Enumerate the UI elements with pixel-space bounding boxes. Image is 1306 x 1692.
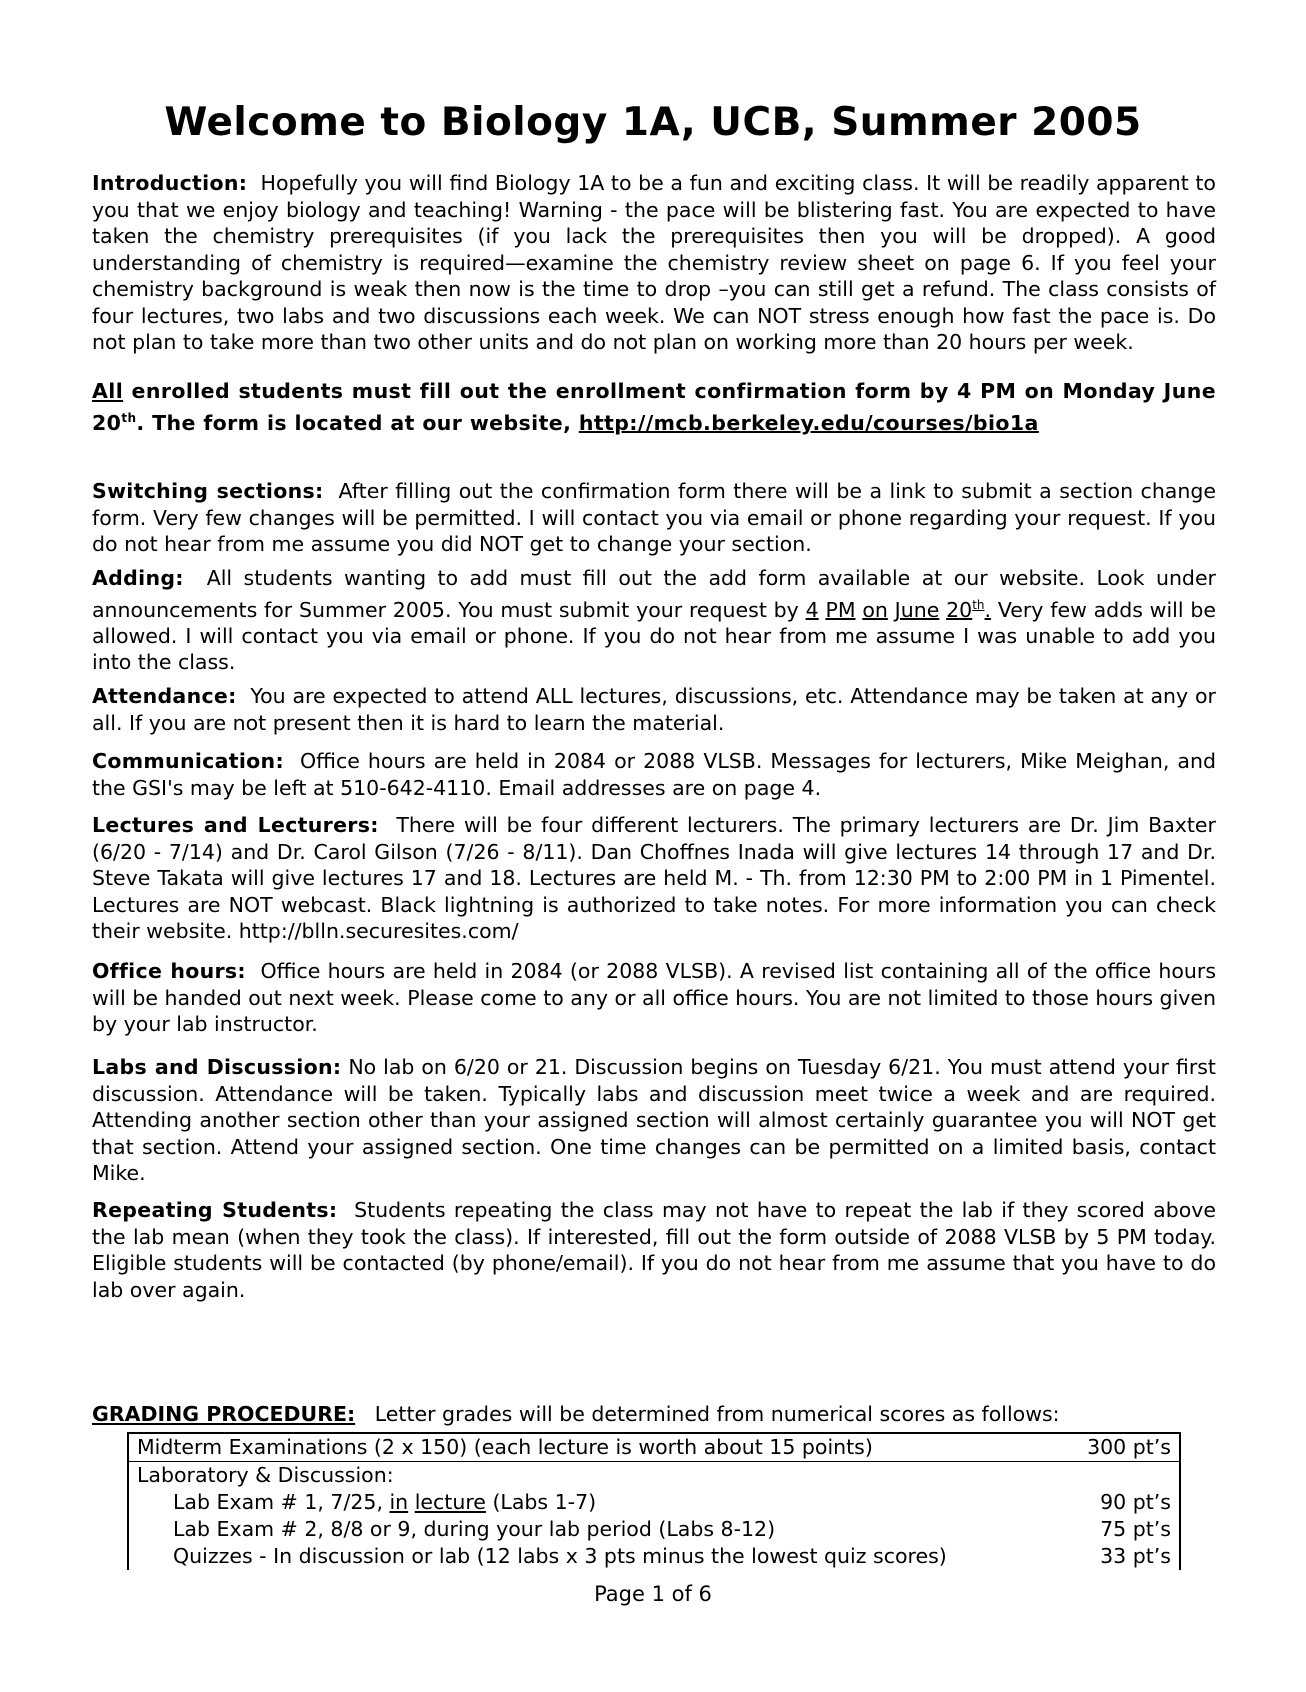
lectures-paragraph bbox=[92, 812, 1216, 945]
grading-heading: GRADING PROCEDURE: bbox=[92, 1402, 356, 1426]
labs-text: No lab on 6/20 or 21. Discussion begins on Tuesday 6/21. You must attend your first discussion. Attendance will be taken. Typically labs and discussion meet twice a week and are required. Attending another section other than your assigned section will almost certainly guarantee you will NOT get that section. Attend your assigned section. One time changes can be permitted on a limited basis, contact Mike. bbox=[92, 1055, 1216, 1185]
grading-header bbox=[92, 1402, 1060, 1426]
communication-heading: Communication: bbox=[92, 749, 284, 773]
adding-paragraph bbox=[92, 565, 1216, 676]
switching-heading: Switching sections: bbox=[92, 479, 324, 503]
adding-sup: th bbox=[972, 597, 985, 612]
grading-row bbox=[129, 1543, 1179, 1570]
grading-row-label bbox=[173, 1489, 596, 1516]
office-hours-paragraph bbox=[92, 958, 1216, 1038]
repeating-paragraph bbox=[92, 1197, 1216, 1303]
grading-row-points: 33 pt’s bbox=[1100, 1544, 1171, 1568]
grading-row bbox=[129, 1516, 1179, 1543]
office-hours-heading: Office hours: bbox=[92, 959, 246, 983]
adding-deadline-4: June bbox=[894, 597, 940, 622]
labs-paragraph bbox=[92, 1054, 1216, 1187]
grading-intro: Letter grades will be determined from numerical scores as follows: bbox=[374, 1402, 1060, 1426]
lectures-text: There will be four different lecturers. The primary lecturers are Dr. Jim Baxter (6/20 - 7/14) and Dr. Carol Gilson (7/26 - 8/11). Dan Choffnes Inada will give lectures 14 through 17 and Dr. Steve Takata will give lectures 17 and 18. Lectures are held M. - Th. from 12:30 PM to 2:00 PM in 1 Pimentel. Lectures are NOT webcast. Black lightning is authorized to take notes. For more information you can check their website. http://blln.securesites.com/ bbox=[92, 813, 1216, 943]
page-number: Page 1 of 6 bbox=[594, 1582, 712, 1606]
grading-row-label-part: Lab Exam # 1, 7/25, bbox=[173, 1490, 390, 1514]
switching-text: After filling out the confirmation form there will be a link to submit a section change form. Very few changes will be permitted. I will contact you via email or phone regarding your request. If you do not hear from me assume you did NOT get to change your section. bbox=[92, 479, 1216, 556]
switching-paragraph bbox=[92, 478, 1216, 558]
grading-row bbox=[129, 1462, 1179, 1489]
repeating-heading: Repeating Students: bbox=[92, 1198, 338, 1222]
adding-deadline-2: PM bbox=[825, 597, 856, 622]
lectures-heading: Lectures and Lecturers: bbox=[92, 813, 379, 837]
grading-row-label: Laboratory & Discussion: bbox=[137, 1463, 394, 1487]
adding-text-2: Very few adds will be allowed. I will contact you via email or phone. If you do not hear from me assume I was unable to add you into the class. bbox=[92, 597, 1216, 675]
grading-row-points: 300 pt’s bbox=[1087, 1435, 1171, 1459]
adding-text-1: All students wanting to add must fill out the add form available at our website. Look under announcements for Summer 2005. You must submit your request by bbox=[92, 566, 1216, 622]
grading-row-points: 90 pt’s bbox=[1100, 1490, 1171, 1514]
grading-row bbox=[129, 1489, 1179, 1516]
grading-row-label-in: in bbox=[389, 1490, 409, 1514]
intro-text: Hopefully you will find Biology 1A to be a fun and exciting class. It will be readily apparent to you that we enjoy biology and teaching! Warning - the pace will be blistering fast. You are expected to have taken the chemistry prerequisites (if you lack the prerequisites then you will be dropped). A good understanding of chemistry is required—examine the chemistry review sheet on page 6. If you feel your chemistry background is weak then now is the time to drop –you can still get a refund. The class consists of four lectures, two labs and two discussions each week. We can NOT stress enough how fast the pace is. Do not plan to take more than two other units and do not plan on working more than 20 hours per week. bbox=[92, 171, 1216, 354]
communication-text: Office hours are held in 2084 or 2088 VLSB. Messages for lecturers, Mike Meighan, and the GSI's may be left at 510-642-4110. Email addresses are on page 4. bbox=[92, 749, 1216, 800]
page-title: Welcome to Biology 1A, UCB, Summer 2005 bbox=[164, 100, 1142, 145]
intro-paragraph bbox=[92, 170, 1216, 356]
attendance-paragraph bbox=[92, 683, 1216, 736]
grading-row-label: Lab Exam # 2, 8/8 or 9, during your lab period (Labs 8-12) bbox=[173, 1517, 776, 1541]
attendance-heading: Attendance: bbox=[92, 684, 237, 708]
communication-paragraph bbox=[92, 748, 1216, 801]
grading-row bbox=[129, 1434, 1179, 1462]
labs-heading: Labs and Discussion: bbox=[92, 1055, 342, 1079]
enrollment-text-1: enrolled students must fill out the enrollment confirmation form by 4 PM on Monday June 20 bbox=[92, 379, 1216, 435]
enrollment-all: All bbox=[92, 379, 124, 403]
adding-deadline-3: on bbox=[862, 597, 888, 622]
adding-deadline-1: 4 bbox=[805, 597, 819, 622]
attendance-text: You are expected to attend ALL lectures, discussions, etc. Attendance may be taken at any or all. If you are not present then it is hard to learn the material. bbox=[92, 684, 1216, 735]
repeating-text: Students repeating the class may not have to repeat the lab if they scored above the lab mean (when they took the class). If interested, fill out the form outside of 2088 VLSB by 5 PM today. Eligible students will be contacted (by phone/email). If you do not hear from me assume that you have to do lab over again. bbox=[92, 1198, 1216, 1302]
grading-table bbox=[127, 1432, 1181, 1570]
adding-heading: Adding: bbox=[92, 566, 184, 590]
course-website-link[interactable]: http://mcb.berkeley.edu/courses/bio1a bbox=[578, 410, 1039, 435]
grading-row-points: 75 pt’s bbox=[1100, 1517, 1171, 1541]
grading-row-label: Quizzes - In discussion or lab (12 labs x 3 pts minus the lowest quiz scores) bbox=[173, 1544, 947, 1568]
grading-row-label-lecture: lecture bbox=[414, 1490, 486, 1514]
enrollment-paragraph bbox=[92, 378, 1216, 436]
office-hours-text: Office hours are held in 2084 (or 2088 VLSB). A revised list containing all of the office hours will be handed out next week. Please come to any or all office hours. You are not limited to those hours given by your lab instructor. bbox=[92, 959, 1216, 1036]
intro-heading: Introduction: bbox=[92, 171, 248, 195]
enrollment-sup: th bbox=[121, 410, 137, 425]
adding-deadline-5: 20 bbox=[946, 597, 973, 622]
adding-deadline-6: . bbox=[984, 597, 992, 622]
grading-row-label-part: (Labs 1-7) bbox=[485, 1490, 597, 1514]
enrollment-text-2: . The form is located at our website, bbox=[136, 410, 579, 435]
grading-row-label: Midterm Examinations (2 x 150) (each lecture is worth about 15 points) bbox=[137, 1435, 873, 1459]
